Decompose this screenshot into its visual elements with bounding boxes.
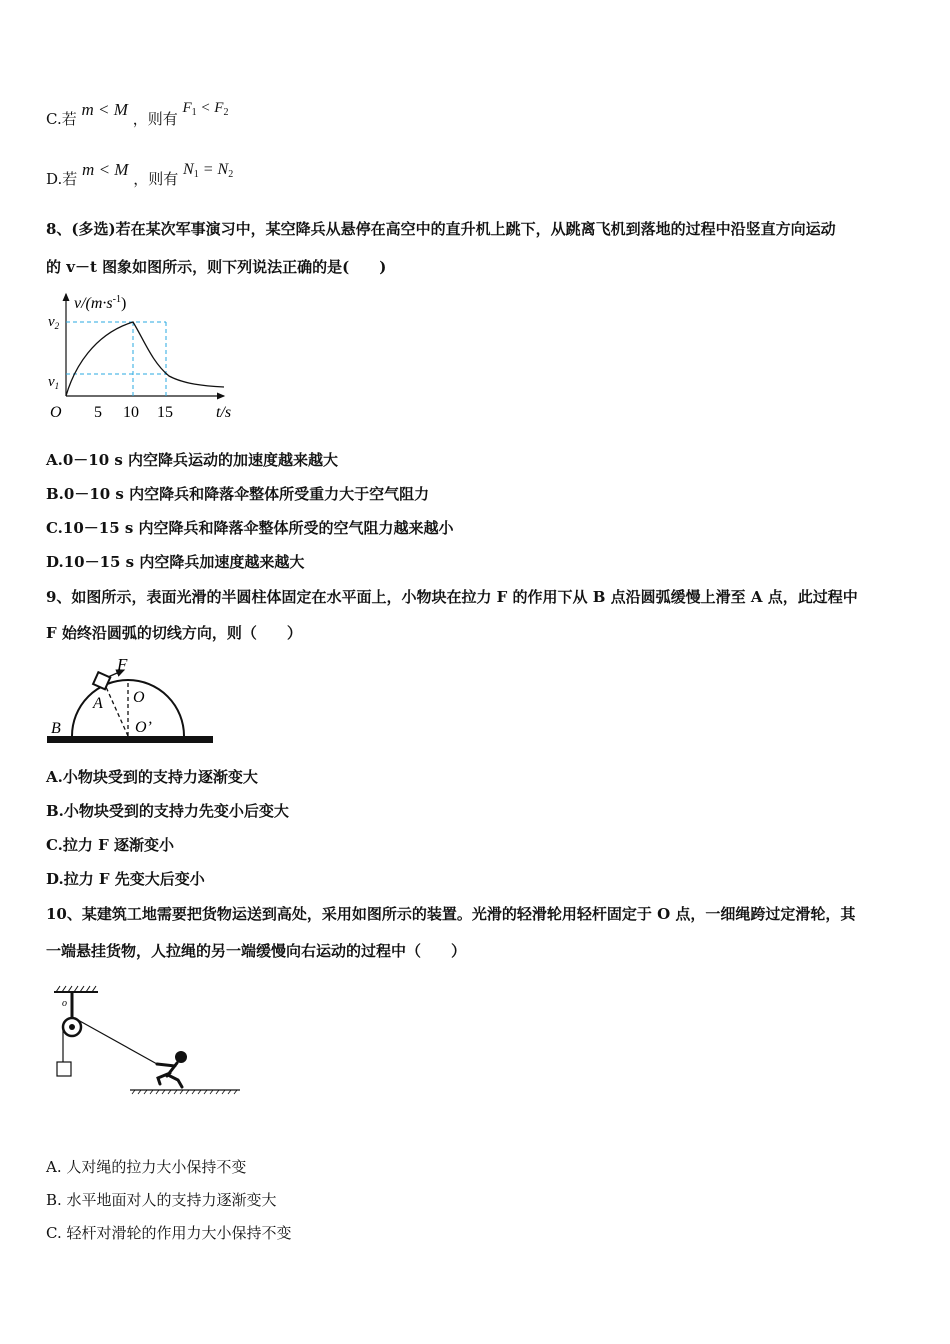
option-text: ，则有	[133, 170, 179, 188]
q8-option-b: B.0－10 s 内空降兵和降落伞整体所受重力大于空气阻力	[46, 485, 430, 503]
q8-option-d: D.10－15 s 内空降兵加速度越来越大	[46, 553, 305, 571]
x-axis-label: t/s	[216, 404, 232, 421]
q8-option-c: C.10－15 s 内空降兵和降落伞整体所受的空气阻力越来越小	[46, 519, 454, 537]
result: $F_1 < F_2$	[182, 100, 229, 118]
q9-stem-line2: F 始终沿圆弧的切线方向，则（ ）	[46, 624, 302, 642]
q10-stem-line2: 一端悬挂货物，人拉绳的另一端缓慢向右运动的过程中（ ）	[46, 942, 467, 960]
q10-stem-line1: 10、某建筑工地需要把货物运送到高处，采用如图所示的装置。光滑的轻滑轮用轻杆固定于 O 点，一细绳跨过定滑轮，其	[46, 905, 856, 923]
pulley-figure	[44, 984, 244, 1100]
rope-pull	[78, 1020, 157, 1064]
person-head	[175, 1051, 187, 1063]
v2-label: $v_2$	[48, 314, 60, 331]
q7-option-d	[46, 160, 234, 190]
option-label: D.若	[46, 170, 78, 188]
v-curve	[66, 322, 224, 396]
q7-option-c	[46, 100, 229, 130]
radius-OA	[106, 687, 128, 736]
q10-option-b: B. 水平地面对人的支持力逐渐变大	[46, 1191, 277, 1209]
label-O: O	[133, 689, 145, 706]
v1-label: $v_1$	[48, 374, 60, 391]
y-axis-label: $v/(m\cdot s^{-1})$	[74, 294, 127, 312]
condition: m < M	[81, 100, 128, 119]
q8-option-a: A.0－10 s 内空降兵运动的加速度越来越大	[46, 451, 339, 469]
option-text: ，则有	[132, 110, 178, 128]
option-label: C.若	[46, 110, 77, 128]
result: $N_1 = N_2$	[183, 161, 234, 180]
label-Oprime: O’	[135, 719, 152, 736]
origin-label: O	[50, 404, 62, 421]
q10-option-c: C. 轻杆对滑轮的作用力大小保持不变	[46, 1224, 292, 1242]
cargo	[57, 1062, 71, 1076]
q8-stem-line2: 的 v－t 图象如图所示，则下列说法正确的是( )	[46, 258, 387, 276]
label-B: B	[51, 720, 61, 737]
label-A: A	[93, 695, 103, 712]
half-cylinder-figure	[44, 656, 216, 750]
pulley-hub	[69, 1024, 75, 1030]
person-body	[157, 1063, 182, 1087]
q9-option-c: C.拉力 F 逐渐变小	[46, 836, 174, 854]
vt-graph	[44, 288, 244, 424]
x-tick-5: 5	[94, 404, 102, 421]
x-tick-15: 15	[157, 404, 173, 421]
q10-option-a: A. 人对绳的拉力大小保持不变	[46, 1158, 247, 1176]
label-F: F	[117, 656, 128, 674]
q9-stem-line1: 9、如图所示，表面光滑的半圆柱体固定在水平面上，小物块在拉力 F 的作用下从 B 点沿圆弧缓慢上滑至 A 点，此过程中	[46, 588, 858, 606]
ground	[47, 736, 213, 743]
condition: m < M	[82, 160, 129, 179]
q9-option-d: D.拉力 F 先变大后变小	[46, 870, 205, 888]
x-tick-10: 10	[123, 404, 139, 421]
block	[93, 672, 110, 689]
label-o: o	[62, 998, 67, 1009]
q9-option-b: B.小物块受到的支持力先变小后变大	[46, 802, 289, 820]
q8-stem-line1: 8、(多选)若在某次军事演习中，某空降兵从悬停在高空中的直升机上跳下，从跳离飞机到落地的过程中沿竖直方向运动	[46, 220, 836, 238]
q9-option-a: A.小物块受到的支持力逐渐变大	[46, 768, 258, 786]
